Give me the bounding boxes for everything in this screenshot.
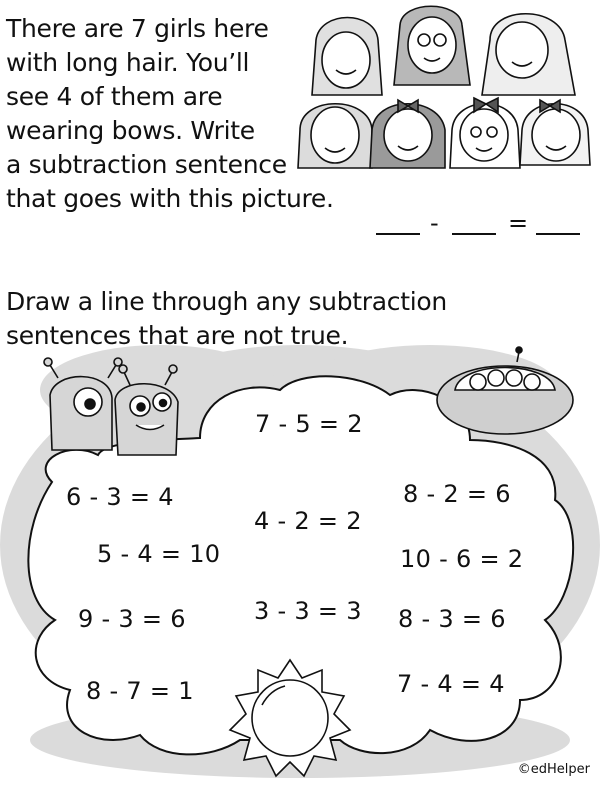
subtraction-sentence-blanks [376, 210, 586, 240]
girls-illustration [298, 6, 590, 168]
equation-item[interactable]: 4 - 2 = 2 [254, 507, 362, 535]
subtrahend-blank[interactable] [452, 233, 496, 235]
copyright-credit: ©edHelper [517, 762, 590, 777]
girl-face-3 [482, 14, 575, 95]
girl-face-5-bow [370, 100, 445, 168]
equation-item[interactable]: 8 - 3 = 6 [398, 605, 506, 633]
girl-face-2 [394, 6, 470, 85]
equation-item[interactable]: 7 - 5 = 2 [255, 410, 363, 438]
cross-out-instructions: Draw a line through any subtraction sentences that are not true. [6, 287, 447, 350]
equation-item[interactable]: 5 - 4 = 10 [97, 540, 221, 568]
equation-item[interactable]: 6 - 3 = 4 [66, 483, 174, 511]
difference-blank[interactable] [536, 233, 580, 235]
girl-face-7-bow [520, 100, 590, 165]
girls-question-text: There are 7 girls here with long hair. You’ll see 4 of them are wearing bows. Write a subtraction sentence that goes with this picture. [6, 14, 334, 213]
equation-item[interactable]: 8 - 7 = 1 [86, 677, 194, 705]
equation-item[interactable]: 3 - 3 = 3 [254, 597, 362, 625]
equation-item[interactable]: 7 - 4 = 4 [397, 670, 505, 698]
girl-face-6-bow [450, 98, 520, 168]
equation-item[interactable]: 9 - 3 = 6 [78, 605, 186, 633]
minuend-blank[interactable] [376, 233, 420, 235]
minus-sign: - [430, 209, 439, 237]
equation-item[interactable]: 10 - 6 = 2 [400, 545, 524, 573]
equals-sign: = [508, 209, 529, 237]
equation-item[interactable]: 8 - 2 = 6 [403, 480, 511, 508]
